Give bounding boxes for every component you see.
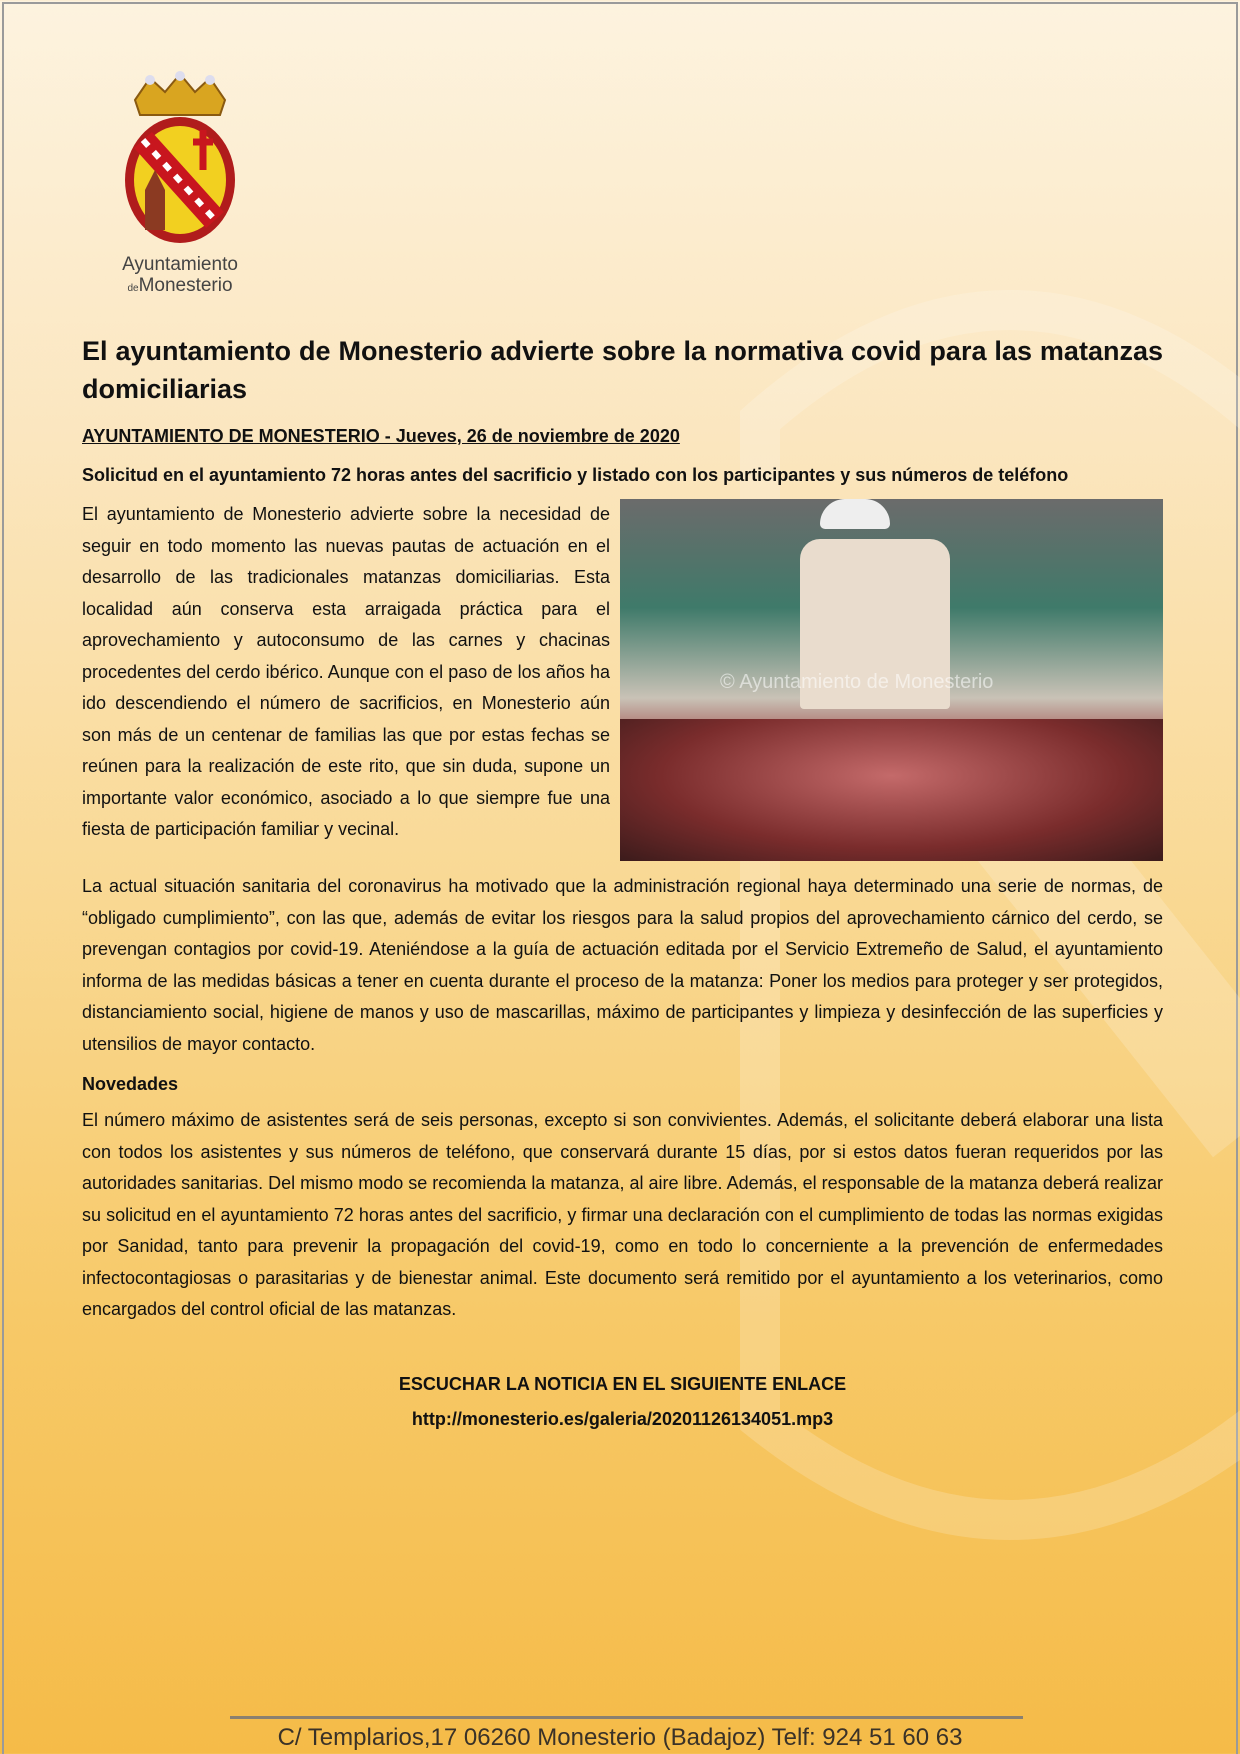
logo-name: Monesterio <box>138 275 233 296</box>
logo-prefix: de <box>127 283 139 294</box>
paragraph-1: El ayuntamiento de Monesterio advierte sobre la necesidad de seguir en todo momento las nuevas pautas de actuación en el desarrollo de las tradicionales matanzas domiciliarias. Esta localidad aún conserva esta arraigada práctica para el aprovechamiento y autoconsumo de las carnes y chacinas procedentes del cerdo ibérico. Aunque con el paso de los años ha ido descendiendo el número de sacrificios, en Monesterio aún son más de un centenar de familias las que por estas fechas se reúnen para la realización de este rito, que sin duda, supone un importante valor económico, asociado a lo que siempre fue una fiesta de participación familiar y vecinal. <box>82 504 610 839</box>
byline: AYUNTAMIENTO DE MONESTERIO - Jueves, 26 de noviembre de 2020 <box>82 426 680 446</box>
article-subtitle: Solicitud en el ayuntamiento 72 horas antes del sacrificio y listado con los participantes y sus números de teléfono <box>82 465 1069 485</box>
photo-hat <box>820 499 890 529</box>
photo-meat <box>620 719 1163 861</box>
section-paragraph: El número máximo de asistentes será de seis personas, excepto si son convivientes. Además, el solicitante deberá elaborar una lista con todos los asistentes y sus números de teléfono, que conservará durante 15 días, por si estos datos fueran requeridos por las autoridades sanitarias. Del mismo modo se recomienda la matanza, al aire libre. Además, el responsable de la matanza deberá realizar su solicitud en el ayuntamiento 72 horas antes del sacrificio, y firmar una declaración con el cumplimiento de todas las normas exigidas por Sanidad, tanto para prevenir la propagación del covid-19, como en todo lo concerniente a la prevención de enfermedades infectocontagiosas o parasitarias y de bienestar animal. Este documento será remitido por el ayuntamiento a los veterinarios, como encargados del control oficial de las matanzas. <box>82 1110 1163 1319</box>
listen-label: ESCUCHAR LA NOTICIA EN EL SIGUIENTE ENLACE <box>398 1373 847 1394</box>
article-title: El ayuntamiento de Monesterio advierte sobre la normativa covid para las matanzas domiciliarias <box>82 336 1163 404</box>
section-heading: Novedades <box>82 1074 179 1094</box>
municipal-logo <box>110 70 250 299</box>
logo-line1: Ayuntamiento <box>122 254 238 275</box>
paragraph-2: La actual situación sanitaria del coronavirus ha motivado que la administración regional haya determinado una serie de normas, de “obligado cumplimiento”, con las que, además de evitar los riesgos para la salud propios del aprovechamiento cárnico del cerdo, se prevengan contagios por covid-19. Ateniéndose a la guía de actuación editada por el Servicio Extremeño de Salud, el ayuntamiento informa de las medidas básicas a tener en cuenta durante el proceso de la matanza: Poner los medios para proteger y ser protegidos, distanciamiento social, higiene de manos y uso de mascarillas, máximo de participantes y limpieza y desinfección de las superficies y utensilios de mayor contacto. <box>82 876 1163 1054</box>
article <box>82 332 1163 1430</box>
photo-watermark: © Ayuntamiento de Monesterio <box>720 671 994 693</box>
footer-divider <box>230 1716 1023 1719</box>
footer-address: C/ Templarios,17 06260 Monesterio (Badajoz) Telf: 924 51 60 63 <box>277 1724 963 1751</box>
article-photo <box>620 499 1163 861</box>
coat-of-arms-icon <box>115 70 245 245</box>
logo-text <box>110 254 250 299</box>
audio-link[interactable]: http://monesterio.es/galeria/20201126134051.mp3 <box>411 1408 834 1429</box>
logo-line2 <box>110 275 250 299</box>
